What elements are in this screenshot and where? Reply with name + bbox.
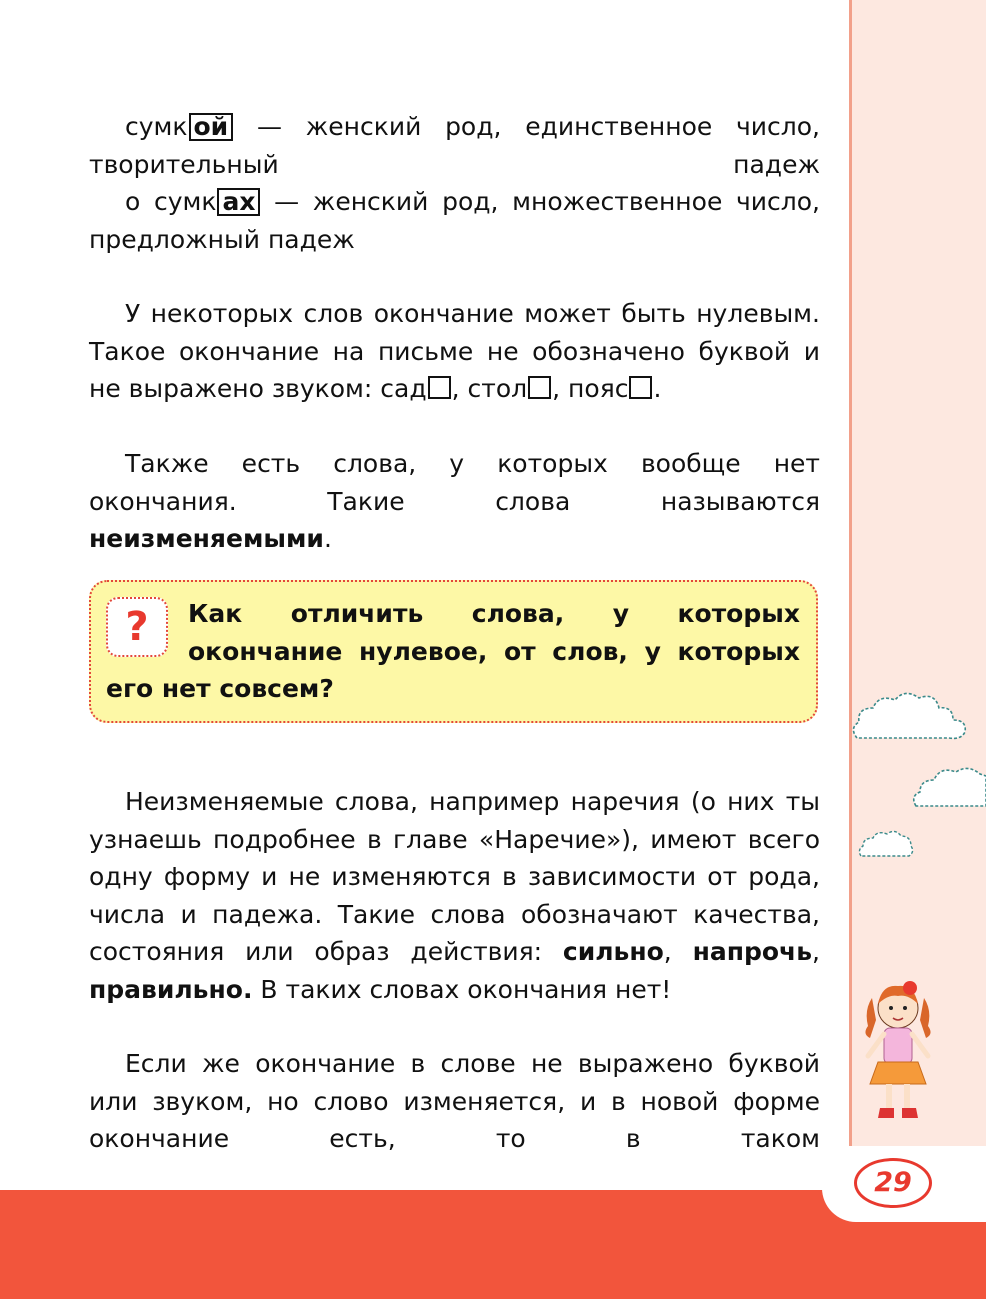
ending-box: ах — [217, 188, 260, 216]
paragraph-last — [89, 1045, 820, 1158]
paragraph-text: Также есть слова, у которых вообще нет окончания. Такие слова называются — [89, 449, 820, 516]
example-bold: правильно. — [89, 974, 253, 1004]
paragraph-zero-ending: У некоторых слов окончание может быть нулевым. Такое окончание на письме не обозначено буквой и не выражено звуком: сад , стол , пояс . — [89, 299, 820, 403]
ending-box: ой — [189, 113, 234, 141]
zero-ending-box — [528, 376, 551, 399]
zero-ending-box — [428, 376, 451, 399]
paragraph-adverbs: Неизменяемые слова, например наречия (о них ты узнаешь подробнее в главе «Наречие»), имеют всего одну форму и не изменяются в зависимости от рода, числа и падежа. Такие слова обозначают качества, состояния или образ действия: сильно, напрочь, правильно. В таких словах окончания нет! — [89, 787, 820, 1004]
question-mark-icon: ? — [125, 604, 149, 650]
question-text-content: Как отличить слова, у которых окончание нулевое, от слов, у которых его нет совсем? — [106, 599, 800, 703]
example-bold: напрочь — [692, 937, 813, 966]
example-bold: сильно — [562, 937, 664, 966]
example-stem: о сумк — [125, 187, 217, 216]
example-word: стол — [467, 374, 528, 403]
example-line-2 — [89, 183, 820, 258]
cloud-illustration — [910, 760, 986, 816]
paragraph-text: У некоторых слов окончание может быть нулевым. Такое окончание на письме не обозначено буквой и не выражено звуком: — [89, 299, 820, 403]
example-word: сад — [380, 374, 427, 403]
example-word: пояс — [568, 374, 629, 403]
term-bold: неизменяемыми — [89, 524, 324, 553]
paragraph-no-ending: Также есть слова, у которых вообще нет окончания. Такие слова называются неизменяемыми. — [89, 449, 820, 553]
example-stem: сумк — [125, 112, 188, 141]
paragraph-text: В таких словах окончания нет! — [260, 974, 672, 1004]
example-description: — женский род, единственное число, творительный падеж — [89, 112, 820, 179]
example-line-1 — [89, 108, 820, 183]
zero-ending-box — [629, 376, 652, 399]
side-margin-border — [849, 0, 852, 1190]
page-number: 29 — [854, 1158, 932, 1208]
example-description: — женский род, множественное число, предложный падеж — [89, 187, 820, 254]
cloud-illustration — [849, 680, 979, 750]
girl-illustration — [858, 980, 938, 1125]
cloud-illustration — [857, 826, 917, 862]
paragraph-text: Если же окончание в слове не выражено буквой или звуком, но слово изменяется, и в новой форме окончание есть, то в таком — [89, 1049, 820, 1153]
question-text — [106, 595, 800, 708]
paragraph-text: Неизменяемые слова, например наречия (о них ты узнаешь подробнее в главе «Наречие»), имеют всего одну форму и не изменяются в зависимости от рода, числа и падежа. Такие слова обозначают качества, состояния или образ действия: — [89, 787, 820, 966]
